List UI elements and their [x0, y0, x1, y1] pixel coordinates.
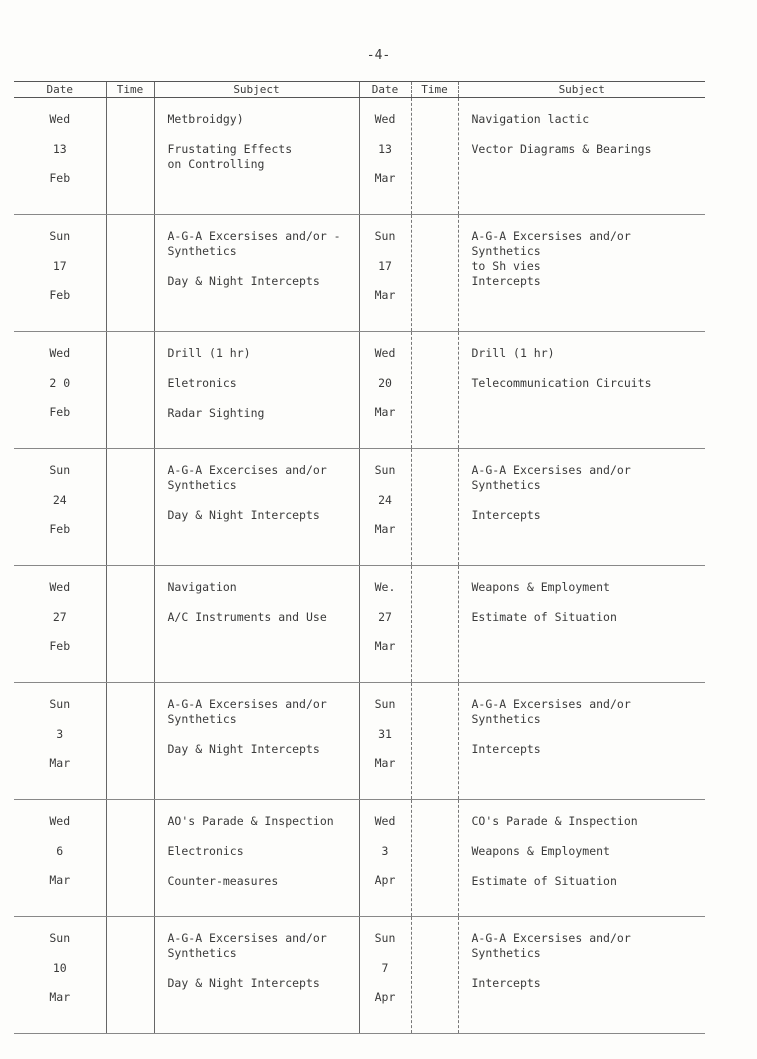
- left-date-part: Wed: [49, 112, 71, 126]
- left-date-part: Feb: [49, 405, 71, 419]
- right-subject-cell: [458, 917, 705, 1034]
- right-date-cell: [359, 917, 411, 1034]
- left-subject-item: Electronics: [167, 844, 244, 858]
- right-subject-cell: [458, 332, 705, 449]
- right-time-cell: [411, 449, 458, 566]
- right-subject-item: A-G-A Excersises and/or Synthetics: [471, 463, 631, 492]
- left-date-part: 24: [52, 492, 67, 507]
- left-subject-cell: [154, 800, 359, 917]
- right-subject-item: Drill (1 hr): [471, 346, 555, 360]
- left-date-cell: [14, 332, 106, 449]
- right-date-part: 31: [378, 726, 392, 741]
- schedule-body: [14, 98, 705, 1034]
- left-date-part: Sun: [49, 931, 71, 945]
- left-subject-item: Eletronics: [167, 376, 237, 390]
- right-time-cell: [411, 98, 458, 215]
- left-date-cell: [14, 98, 106, 215]
- left-subject-item: A/C Instruments and Use: [167, 610, 327, 624]
- right-time-cell: [411, 917, 458, 1034]
- right-subject-item: Vector Diagrams & Bearings: [471, 142, 652, 156]
- right-time-cell: [411, 683, 458, 800]
- left-date-part: Wed: [49, 346, 71, 360]
- right-subject-item: Intercepts: [471, 508, 541, 522]
- left-time-cell: [106, 566, 154, 683]
- right-time-cell: [411, 800, 458, 917]
- right-date-part: Mar: [374, 522, 396, 536]
- schedule-row: [14, 800, 705, 917]
- left-subject-item: Day & Night Intercepts: [167, 508, 320, 522]
- left-subject-cell: [154, 98, 359, 215]
- right-subject-item: Estimate of Situation: [471, 610, 617, 624]
- left-subject-item: Day & Night Intercepts: [167, 742, 320, 756]
- page-number: -4-: [366, 48, 391, 63]
- right-date-cell: [359, 215, 411, 332]
- left-date-part: Feb: [49, 522, 71, 536]
- right-date-part: Mar: [374, 171, 396, 185]
- header-date-right: Date: [359, 82, 411, 98]
- left-subject-item: Counter-measures: [167, 874, 279, 888]
- left-subject-item: Day & Night Intercepts: [167, 976, 320, 990]
- right-date-cell: [359, 332, 411, 449]
- schedule-row: [14, 917, 705, 1034]
- right-time-cell: [411, 566, 458, 683]
- right-subject-cell: [458, 566, 705, 683]
- right-date-part: 7: [381, 960, 389, 975]
- right-date-part: Mar: [374, 405, 396, 419]
- left-subject-cell: [154, 917, 359, 1034]
- left-date-part: Wed: [49, 814, 71, 828]
- left-subject-item: A-G-A Excersises and/or Synthetics: [167, 697, 327, 726]
- schedule-header: [14, 82, 705, 98]
- left-date-part: 10: [52, 960, 67, 975]
- right-subject-cell: [458, 98, 705, 215]
- left-time-cell: [106, 332, 154, 449]
- left-subject-item: A-G-A Excercises and/or Synthetics: [167, 463, 327, 492]
- left-subject-item: Day & Night Intercepts: [167, 274, 320, 288]
- left-date-part: Feb: [49, 171, 71, 185]
- left-date-cell: [14, 917, 106, 1034]
- left-date-part: Feb: [49, 639, 71, 653]
- left-subject-cell: [154, 449, 359, 566]
- left-date-part: Mar: [49, 873, 71, 887]
- header-date-left: Date: [14, 82, 106, 98]
- right-time-cell: [411, 332, 458, 449]
- left-subject-item: Drill (1 hr): [167, 346, 251, 360]
- left-subject-item: A-G-A Excersises and/or - Synthetics: [167, 229, 341, 258]
- right-date-cell: [359, 566, 411, 683]
- left-date-part: 2 0: [49, 375, 71, 390]
- right-subject-item: A-G-A Excersises and/or Synthetics to Sh vies Intercepts: [471, 229, 631, 288]
- right-subject-cell: [458, 683, 705, 800]
- left-time-cell: [106, 917, 154, 1034]
- left-date-cell: [14, 566, 106, 683]
- right-date-part: 24: [378, 492, 392, 507]
- right-date-part: Sun: [374, 931, 396, 945]
- right-date-part: Wed: [374, 346, 396, 360]
- left-subject-item: AO's Parade & Inspection: [167, 814, 334, 828]
- right-date-cell: [359, 683, 411, 800]
- left-subject-cell: [154, 332, 359, 449]
- left-time-cell: [106, 98, 154, 215]
- left-subject-item: Navigation: [167, 580, 237, 594]
- left-subject-item: A-G-A Excersises and/or Synthetics: [167, 931, 327, 960]
- right-date-part: Sun: [374, 229, 396, 243]
- left-date-part: Sun: [49, 697, 71, 711]
- left-date-part: Mar: [49, 756, 71, 770]
- right-date-part: Wed: [374, 112, 396, 126]
- right-time-cell: [411, 215, 458, 332]
- right-date-part: Sun: [374, 697, 396, 711]
- schedule-row: [14, 566, 705, 683]
- left-date-part: 3: [56, 726, 64, 741]
- left-date-part: Sun: [49, 229, 71, 243]
- right-date-part: Apr: [374, 873, 396, 887]
- right-subject-item: Navigation lactic: [471, 112, 590, 126]
- right-subject-cell: [458, 800, 705, 917]
- right-date-cell: [359, 98, 411, 215]
- left-time-cell: [106, 215, 154, 332]
- right-date-part: 17: [378, 258, 392, 273]
- schedule-table: [14, 81, 705, 1034]
- schedule-row: [14, 449, 705, 566]
- right-date-cell: [359, 800, 411, 917]
- left-date-part: 27: [52, 609, 67, 624]
- header-subject-left: Subject: [154, 82, 359, 98]
- left-date-part: Sun: [49, 463, 71, 477]
- right-subject-item: Telecommunication Circuits: [471, 376, 652, 390]
- right-subject-cell: [458, 215, 705, 332]
- left-subject-item: Metbroidgy): [167, 112, 244, 126]
- header-time-left: Time: [106, 82, 154, 98]
- left-date-part: 17: [52, 258, 67, 273]
- right-date-part: 3: [381, 843, 389, 858]
- right-subject-item: CO's Parade & Inspection: [471, 814, 638, 828]
- right-subject-item: Estimate of Situation: [471, 874, 617, 888]
- left-date-cell: [14, 449, 106, 566]
- left-subject-item: Radar Sighting: [167, 406, 265, 420]
- right-date-part: Mar: [374, 288, 396, 302]
- left-date-part: Mar: [49, 990, 71, 1004]
- right-subject-item: A-G-A Excersises and/or Synthetics: [471, 931, 631, 960]
- right-subject-item: Intercepts: [471, 742, 541, 756]
- left-subject-cell: [154, 566, 359, 683]
- right-date-part: We.: [374, 580, 396, 594]
- schedule-row: [14, 215, 705, 332]
- right-subject-cell: [458, 449, 705, 566]
- right-subject-item: Weapons & Employment: [471, 580, 610, 594]
- right-date-part: 27: [378, 609, 392, 624]
- right-date-part: 20: [378, 375, 392, 390]
- right-date-part: Mar: [374, 639, 396, 653]
- left-time-cell: [106, 683, 154, 800]
- left-date-part: 6: [56, 843, 64, 858]
- left-date-cell: [14, 215, 106, 332]
- left-subject-item: Frustating Effects on Controlling: [167, 142, 293, 171]
- right-date-cell: [359, 449, 411, 566]
- right-date-part: Wed: [374, 814, 396, 828]
- header-subject-right: Subject: [458, 82, 705, 98]
- header-time-right: Time: [411, 82, 458, 98]
- right-date-part: Mar: [374, 756, 396, 770]
- left-date-cell: [14, 800, 106, 917]
- left-date-part: 13: [52, 141, 67, 156]
- right-subject-item: Intercepts: [471, 976, 541, 990]
- left-subject-cell: [154, 215, 359, 332]
- right-date-part: 13: [378, 141, 392, 156]
- right-date-part: Apr: [374, 990, 396, 1004]
- left-date-part: Wed: [49, 580, 71, 594]
- left-subject-cell: [154, 683, 359, 800]
- schedule-row: [14, 683, 705, 800]
- right-subject-item: A-G-A Excersises and/or Synthetics: [471, 697, 631, 726]
- left-date-cell: [14, 683, 106, 800]
- left-date-part: Feb: [49, 288, 71, 302]
- left-time-cell: [106, 449, 154, 566]
- right-date-part: Sun: [374, 463, 396, 477]
- left-time-cell: [106, 800, 154, 917]
- schedule-row: [14, 332, 705, 449]
- schedule-row: [14, 98, 705, 215]
- right-subject-item: Weapons & Employment: [471, 844, 610, 858]
